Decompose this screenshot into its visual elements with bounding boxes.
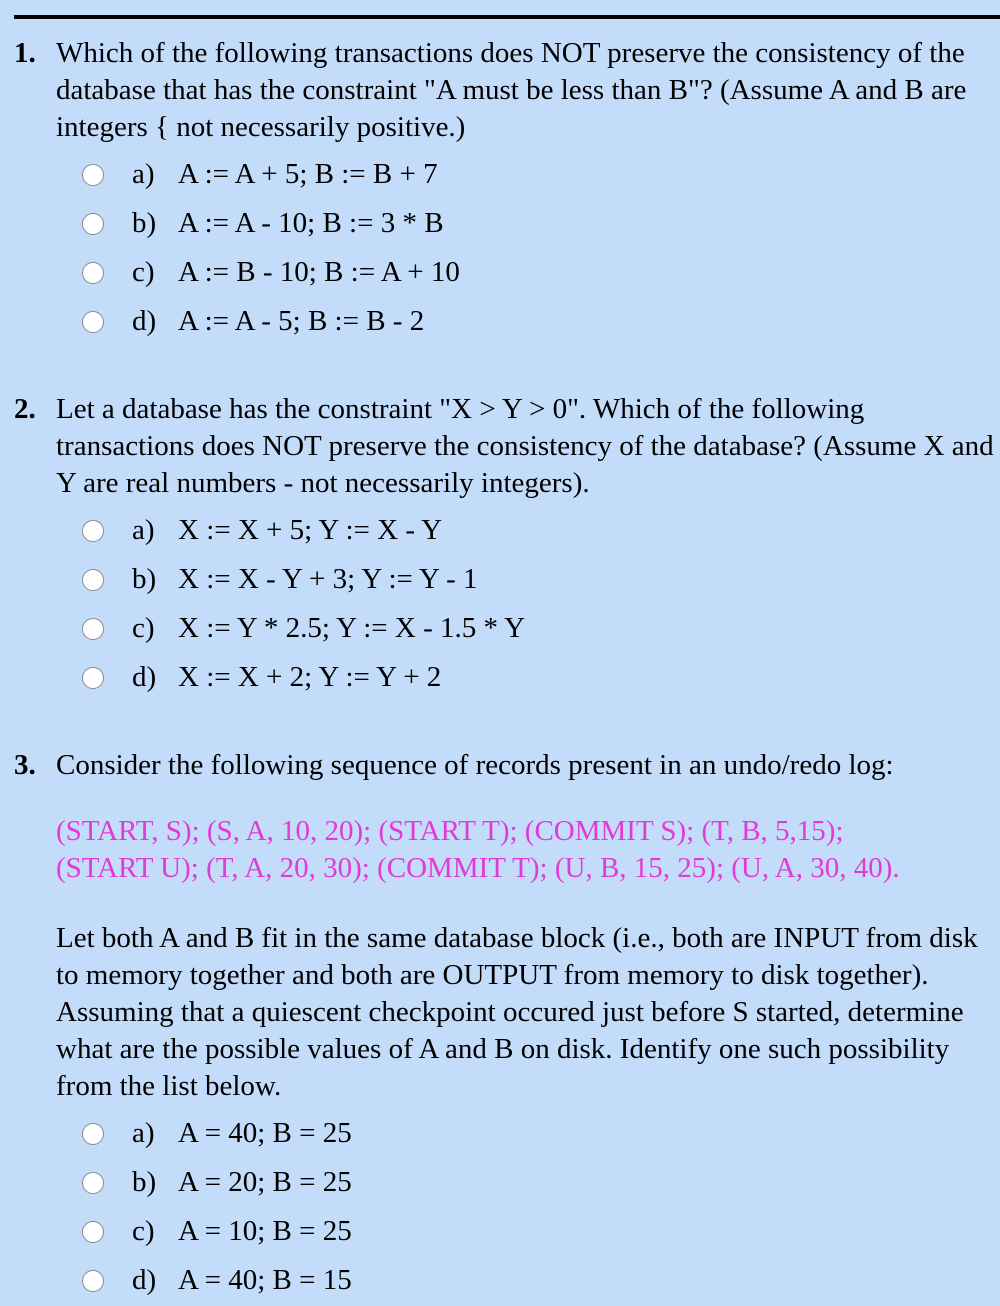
question-3 [14, 747, 994, 1305]
question-1 [14, 35, 994, 346]
option-letter: c) [132, 256, 155, 288]
option-text: A = 20; B = 25 [178, 1166, 352, 1198]
option-letter: b) [132, 563, 157, 595]
option-text: A = 40; B = 15 [178, 1264, 352, 1296]
question-3-options [82, 1109, 994, 1305]
radio-button[interactable] [82, 213, 104, 235]
option-a[interactable] [82, 1109, 994, 1158]
log-records [56, 813, 994, 887]
radio-button[interactable] [82, 262, 104, 284]
option-text: X := X + 5; Y := X - Y [178, 514, 443, 546]
option-letter: a) [132, 1117, 155, 1149]
option-text: A := A - 5; B := B - 2 [178, 305, 425, 337]
radio-button[interactable] [82, 1172, 104, 1194]
option-letter: a) [132, 158, 155, 190]
radio-button[interactable] [82, 164, 104, 186]
question-2 [14, 391, 994, 702]
option-text: A := A + 5; B := B + 7 [178, 158, 438, 190]
option-c[interactable] [82, 1207, 994, 1256]
option-letter: c) [132, 612, 155, 644]
option-letter: d) [132, 661, 157, 693]
option-text: A = 40; B = 25 [178, 1117, 352, 1149]
option-letter: c) [132, 1215, 155, 1247]
option-d[interactable] [82, 297, 994, 346]
radio-button[interactable] [82, 618, 104, 640]
option-b[interactable] [82, 555, 994, 604]
option-b[interactable] [82, 1158, 994, 1207]
option-d[interactable] [82, 1256, 994, 1305]
option-c[interactable] [82, 248, 994, 297]
question-number: 3. [14, 749, 36, 781]
radio-button[interactable] [82, 1270, 104, 1292]
question-text: Which of the following transactions does NOT preserve the consistency of the database that has the constraint "A must be less than B"? (Assume A and B are integers { not necessarily positive.) [56, 37, 967, 143]
option-letter: d) [132, 1264, 157, 1296]
option-letter: d) [132, 305, 157, 337]
radio-button[interactable] [82, 569, 104, 591]
radio-button[interactable] [82, 1221, 104, 1243]
question-paragraph: Let both A and B fit in the same database block (i.e., both are INPUT from disk to memory together and both are OUTPUT from memory to disk together). Assuming that a quiescent checkpoint occured just before S started, determine what are the possible values of A and B on disk. Identify one such possibility from the list below. [56, 922, 978, 1102]
log-line: (START U); (T, A, 20, 30); (COMMIT T); (U, B, 15, 25); (U, A, 30, 40). [56, 852, 900, 884]
option-text: A := B - 10; B := A + 10 [178, 256, 460, 288]
option-a[interactable] [82, 150, 994, 199]
question-2-header [14, 391, 994, 502]
question-text: Let a database has the constraint "X > Y > 0". Which of the following transactions does NOT preserve the consistency of the database? (Assume X and Y are real numbers - not necessarily integers). [56, 393, 994, 499]
option-text: A := A - 10; B := 3 * B [178, 207, 444, 239]
option-letter: b) [132, 207, 157, 239]
option-d[interactable] [82, 653, 994, 702]
option-c[interactable] [82, 604, 994, 653]
option-text: X := X + 2; Y := Y + 2 [178, 661, 442, 693]
question-3-header [14, 747, 994, 784]
radio-button[interactable] [82, 520, 104, 542]
option-a[interactable] [82, 506, 994, 555]
option-b[interactable] [82, 199, 994, 248]
question-number: 1. [14, 37, 36, 69]
question-text: Consider the following sequence of records present in an undo/redo log: [56, 749, 894, 781]
radio-button[interactable] [82, 667, 104, 689]
question-1-header [14, 35, 994, 146]
option-text: X := X - Y + 3; Y := Y - 1 [178, 563, 478, 595]
top-divider [14, 15, 1000, 19]
radio-button[interactable] [82, 1123, 104, 1145]
question-number: 2. [14, 393, 36, 425]
log-line: (START, S); (S, A, 10, 20); (START T); (COMMIT S); (T, B, 5,15); [56, 815, 844, 847]
question-1-options [82, 150, 994, 346]
question-2-options [82, 506, 994, 702]
option-letter: b) [132, 1166, 157, 1198]
option-letter: a) [132, 514, 155, 546]
option-text: A = 10; B = 25 [178, 1215, 352, 1247]
option-text: X := Y * 2.5; Y := X - 1.5 * Y [178, 612, 526, 644]
radio-button[interactable] [82, 311, 104, 333]
